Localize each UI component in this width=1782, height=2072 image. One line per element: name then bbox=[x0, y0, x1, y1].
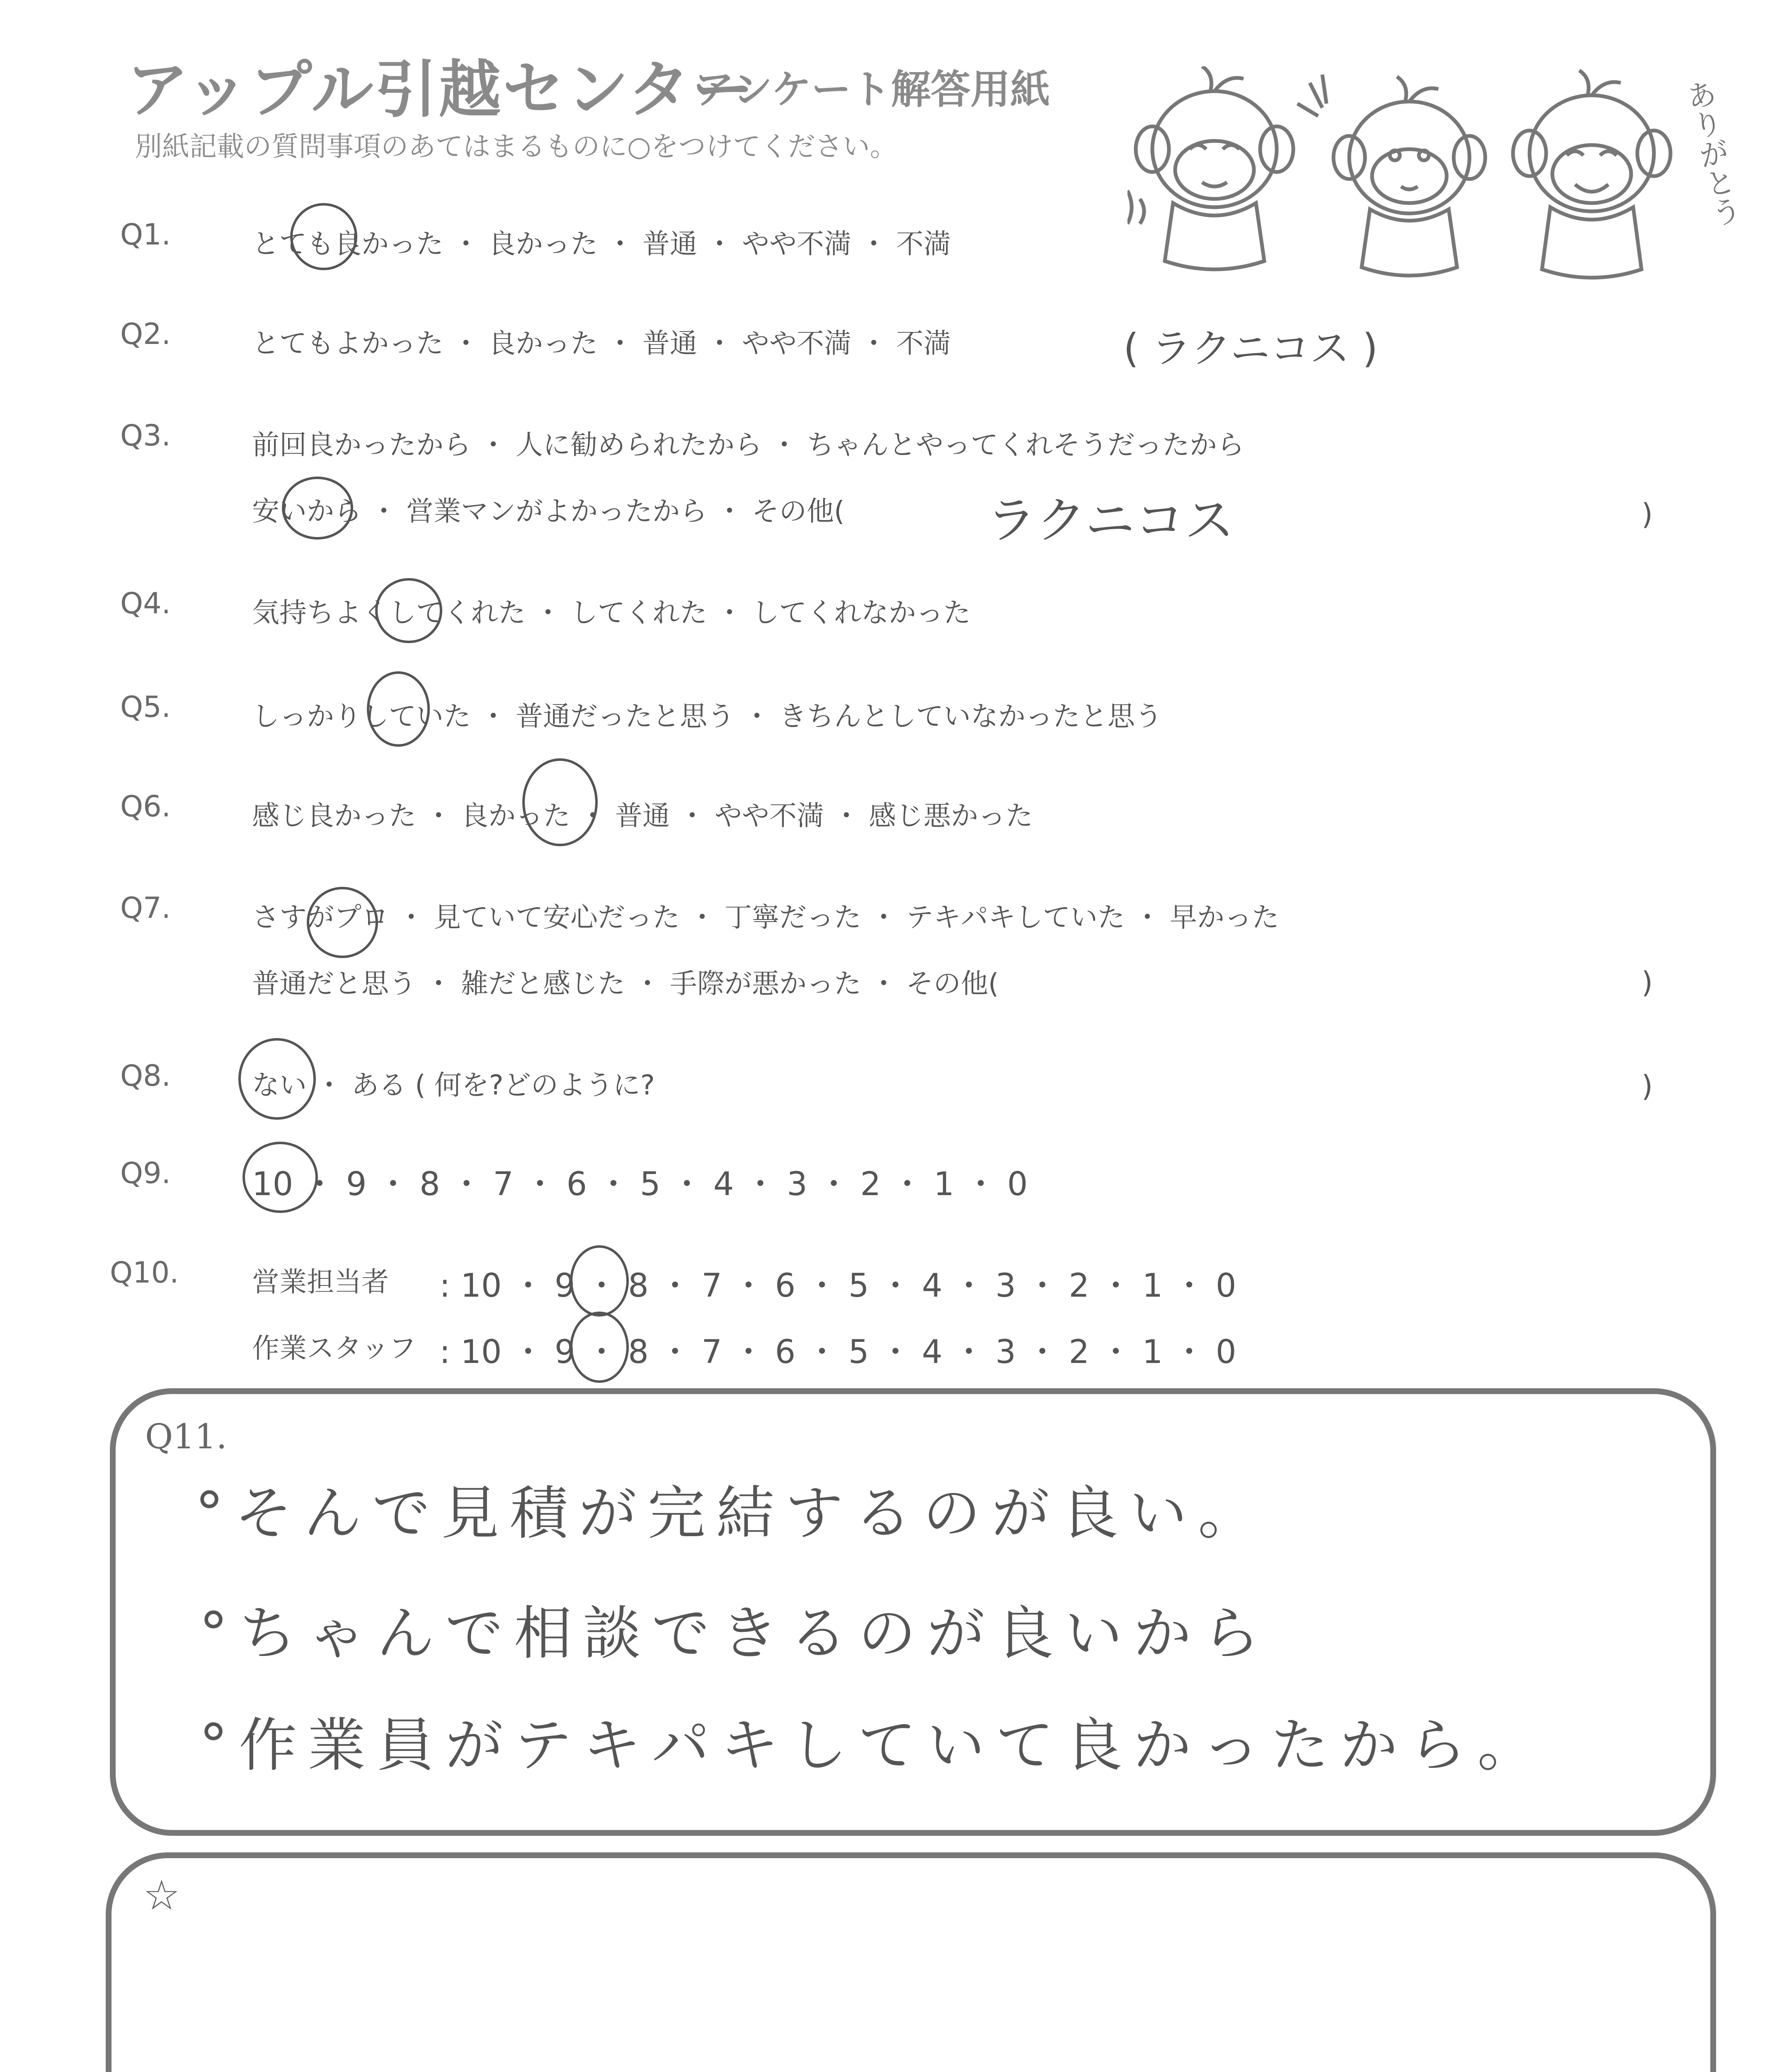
q8-options: ない ・ ある ( 何を?どのように? bbox=[252, 1069, 655, 1101]
q4-number: Q4. bbox=[120, 586, 171, 620]
q10-sales-scale: : 10 ・ 9 ・ 8 ・ 7 ・ 6 ・ 5 ・ 4 ・ 3 ・ 2 ・ 1 ・ 0 bbox=[439, 1267, 1236, 1305]
answer-circle bbox=[570, 1312, 629, 1383]
instruction-text: 別紙記載の質問事項のあてはまるものに○をつけてください。 bbox=[135, 131, 897, 162]
thanks-text: ありがとう bbox=[1679, 77, 1744, 230]
q5-number: Q5. bbox=[120, 690, 171, 724]
answer-circle bbox=[282, 477, 353, 540]
q1-options: とても良かった ・ 良かった ・ 普通 ・ やや不満 ・ 不満 bbox=[252, 228, 951, 260]
q2-options: とてもよかった ・ 良かった ・ 普通 ・ やや不満 ・ 不満 bbox=[252, 327, 951, 359]
q11-label: Q11. bbox=[145, 1417, 227, 1457]
q6-options: 感じ良かった ・ 良かった ・ 普通 ・ やや不満 ・ 感じ悪かった bbox=[252, 800, 1033, 832]
q11-comment-line: °そんで見積が完結するのが良い。 bbox=[195, 1480, 1267, 1547]
q7-close-paren: ) bbox=[1641, 966, 1653, 1000]
star-comment-box bbox=[106, 1852, 1716, 2072]
brand-title: アップル引越センター bbox=[126, 54, 756, 126]
answer-circle bbox=[367, 671, 430, 747]
q3-handwritten: ラクニコス bbox=[987, 492, 1234, 549]
answer-circle bbox=[290, 203, 357, 270]
form-subtitle: アンケート解答用紙 bbox=[694, 66, 1050, 113]
answer-circle bbox=[242, 1142, 318, 1213]
answer-circle bbox=[522, 758, 598, 846]
answer-circle bbox=[570, 1245, 629, 1317]
answer-circle bbox=[375, 578, 442, 643]
q8-close-paren: ) bbox=[1641, 1069, 1653, 1103]
q10-staff-label: 作業スタッフ bbox=[252, 1332, 416, 1364]
q3-close-paren: ) bbox=[1641, 497, 1653, 531]
q11-comment-line: °ちゃんで相談できるのが良いから bbox=[199, 1600, 1271, 1668]
mascot-illustration bbox=[1127, 66, 1724, 298]
q10-staff-scale: : 10 ・ 9 ・ 8 ・ 7 ・ 6 ・ 5 ・ 4 ・ 3 ・ 2 ・ 1 ・ 0 bbox=[439, 1334, 1236, 1371]
q6-number: Q6. bbox=[120, 789, 171, 823]
q11-comment-line: °作業員がテキパキしていて良かったから。 bbox=[199, 1712, 1547, 1779]
q8-number: Q8. bbox=[120, 1059, 171, 1093]
q4-options: 気持ちよくしてくれた ・ してくれた ・ してくれなかった bbox=[252, 597, 971, 629]
q5-options: しっかりしていた ・ 普通だったと思う ・ きちんとしていなかったと思う bbox=[252, 700, 1162, 732]
monkey-icon bbox=[1127, 66, 1293, 269]
answer-circle bbox=[238, 1038, 316, 1120]
monkey-icon bbox=[1513, 70, 1670, 278]
q2-handwritten: ( ラクニコス ) bbox=[1123, 325, 1378, 372]
monkey-icon bbox=[1297, 75, 1485, 276]
q3-number: Q3. bbox=[120, 419, 171, 453]
q3-options-line1: 前回良かったから ・ 人に勧められたから ・ ちゃんとやってくれそうだったから bbox=[252, 429, 1244, 461]
q7-number: Q7. bbox=[120, 891, 171, 925]
q10-number: Q10. bbox=[110, 1256, 179, 1290]
q9-number: Q9. bbox=[120, 1156, 171, 1190]
q7-options-line1: さすがプロ ・ 見ていて安心だった ・ 丁寧だった ・ テキパキしていた ・ 早かった bbox=[252, 901, 1279, 933]
star-icon: ☆ bbox=[143, 1871, 180, 1920]
answer-circle bbox=[307, 887, 378, 958]
q10-sales-label: 営業担当者 bbox=[252, 1266, 389, 1298]
q2-number: Q2. bbox=[120, 317, 171, 351]
q7-options-line2: 普通だと思う ・ 雑だと感じた ・ 手際が悪かった ・ その他( bbox=[252, 968, 999, 1000]
q1-number: Q1. bbox=[120, 218, 171, 252]
q3-options-line2: 安いから ・ 営業マンがよかったから ・ その他( bbox=[252, 495, 845, 527]
q9-scale: 10 ・ 9 ・ 8 ・ 7 ・ 6 ・ 5 ・ 4 ・ 3 ・ 2 ・ 1 ・ 0 bbox=[252, 1166, 1028, 1203]
